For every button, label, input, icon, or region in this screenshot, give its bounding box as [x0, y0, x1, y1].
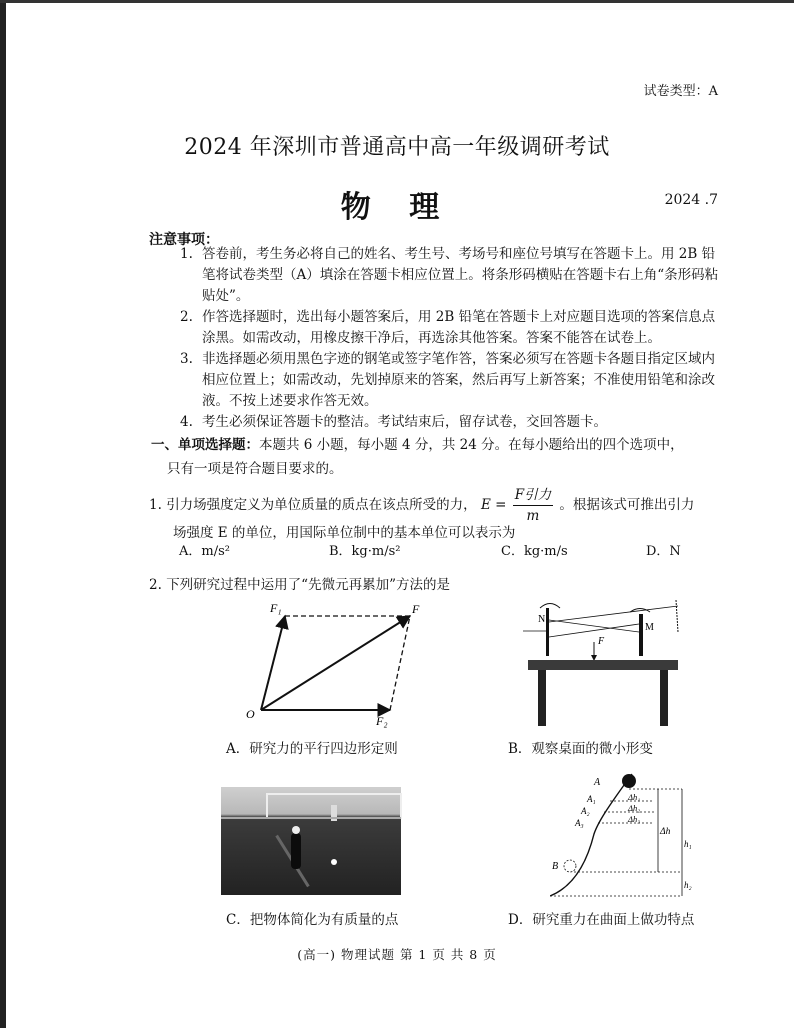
q1-formula-fraction [513, 485, 553, 526]
q1-number: 1. [149, 497, 162, 513]
ball-at-b [564, 860, 576, 872]
table-leg-right [660, 670, 668, 726]
question-1 [149, 485, 739, 526]
question-2 [149, 573, 450, 593]
label-f: F [412, 602, 420, 616]
q2-number: 2. [149, 577, 162, 593]
note-num: 3. [180, 351, 193, 367]
force-f1-arrow [261, 616, 285, 710]
label-press-f: F [598, 636, 605, 647]
q1-text-b: 。根据该式可推出引力 [559, 497, 695, 513]
q1-formula-lhs: E = [480, 497, 507, 513]
label-a3: A₃ [575, 818, 584, 828]
subject-title: 物 理 [340, 190, 454, 225]
label-dh1: Δh₁ [628, 792, 641, 802]
label-a: A [594, 777, 601, 788]
caption-b: B．观察桌面的微小形变 [508, 741, 653, 757]
caption-c: C．把物体简化为有质量的点 [226, 912, 399, 928]
section-1-label: 一、单项选择题： [151, 437, 259, 453]
note-item [180, 349, 728, 412]
note-num: 2. [180, 309, 193, 325]
note-item [180, 244, 728, 307]
caption-d: D．研究重力在曲面上做功特点 [508, 912, 695, 928]
section-1-heading [151, 433, 731, 481]
q1-option-a[interactable]: A．m/s² [179, 544, 230, 559]
q1-formula-denominator: m [526, 508, 540, 524]
exam-date: 2024 .7 [664, 192, 718, 208]
figure-b-table-mirrors[interactable] [518, 592, 690, 728]
label-b: B [552, 861, 559, 872]
label-m: M [645, 622, 654, 633]
table-top [528, 660, 678, 670]
label-dh3: Δh₃ [628, 814, 641, 824]
notes-title: 注意事项： [149, 232, 219, 248]
section-1-text-2: 只有一项是符合题目要求的。 [167, 461, 343, 477]
ball-at-a [622, 774, 636, 788]
q1-option-b[interactable]: B．kg·m/s² [329, 544, 401, 559]
label-n: N [538, 614, 546, 625]
scan-edge-top [0, 0, 794, 3]
curved-surface [550, 774, 632, 896]
resultant-force-arrow [261, 616, 410, 710]
figure-c-soccer-photo[interactable] [221, 787, 401, 895]
note-text: 非选择题必须用黑色字迹的钢笔或签字笔作答，答案必须写在答题卡各题目指定区域内相应位置上；如需改动，先划掉原来的答案，然后再写上新答案；不准使用铅笔和涂改液。不按上述要求作答无效。 [202, 351, 715, 409]
note-text: 作答选择题时，选出每小题答案后，用 2B 铅笔在答题卡上对应题目选项的答案信息点涂黑。如需改动，用橡皮擦干净后，再选涂其他答案。答案不能答在试卷上。 [202, 309, 716, 346]
label-a1: A₁ [587, 794, 596, 804]
figure-a-parallelogram[interactable] [238, 598, 428, 728]
mirror-n-stand [546, 608, 549, 656]
q1-option-d[interactable]: D．N [646, 544, 681, 559]
q2-text: 下列研究过程中运用了“先微元再累加”方法的是 [166, 577, 450, 593]
label-f2: F₂ [376, 714, 388, 728]
table-leg-left [538, 670, 546, 726]
section-1-text: 本题共 6 小题，每小题 4 分，共 24 分。在每小题给出的四个选项中， [259, 437, 684, 453]
mirror-m-stand [639, 614, 643, 656]
soccer-ball [331, 859, 337, 865]
label-f1: F₁ [270, 601, 282, 615]
scale [676, 600, 678, 632]
q1-text-c: 场强度 E 的单位，用国际单位制中的基本单位可以表示为 [173, 525, 516, 541]
q1-formula-numerator: F引力 [513, 485, 553, 506]
exam-title: 2024 年深圳市普通高中高一年级调研考试 [184, 135, 610, 160]
q1-text-a: 引力场强度定义为单位质量的质点在该点所受的力， [166, 497, 477, 513]
caption-a: A．研究力的平行四边形定则 [226, 741, 398, 757]
player-head [292, 826, 300, 834]
label-dh2: Δh₂ [628, 803, 641, 813]
figure-d-curved-surface[interactable] [550, 772, 700, 902]
note-item [180, 412, 728, 433]
label-delta-h: Δh [660, 827, 671, 837]
note-num: 1. [180, 246, 193, 262]
label-h2: h₂ [684, 880, 692, 890]
goal-line [221, 817, 401, 819]
notes-list [180, 244, 728, 433]
label-a2: A₂ [581, 806, 590, 816]
paper-type: 试卷类型：A [643, 84, 718, 99]
note-item [180, 307, 728, 349]
note-text: 考生必须保证答题卡的整洁。考试结束后，留存试卷，交回答题卡。 [202, 414, 607, 430]
label-o: O [246, 707, 255, 721]
light-ray-3 [549, 606, 678, 622]
q1-option-c[interactable]: C．kg·m/s [501, 544, 568, 559]
dashed-side-right [390, 616, 410, 710]
light-source-arc [540, 604, 560, 609]
label-h1: h₁ [684, 839, 692, 849]
page-footer: (高一) 物理试题 第 1 页 共 8 页 [297, 947, 497, 962]
note-num: 4. [180, 414, 193, 430]
player-body [291, 833, 301, 869]
note-text: 答卷前，考生务必将自己的姓名、考生号、考场号和座位号填写在答题卡上。用 2B 铅笔将试卷类型（A）填涂在答题卡相应位置上。将条形码横贴在答题卡右上角“条形码粘贴处”。 [202, 246, 719, 304]
